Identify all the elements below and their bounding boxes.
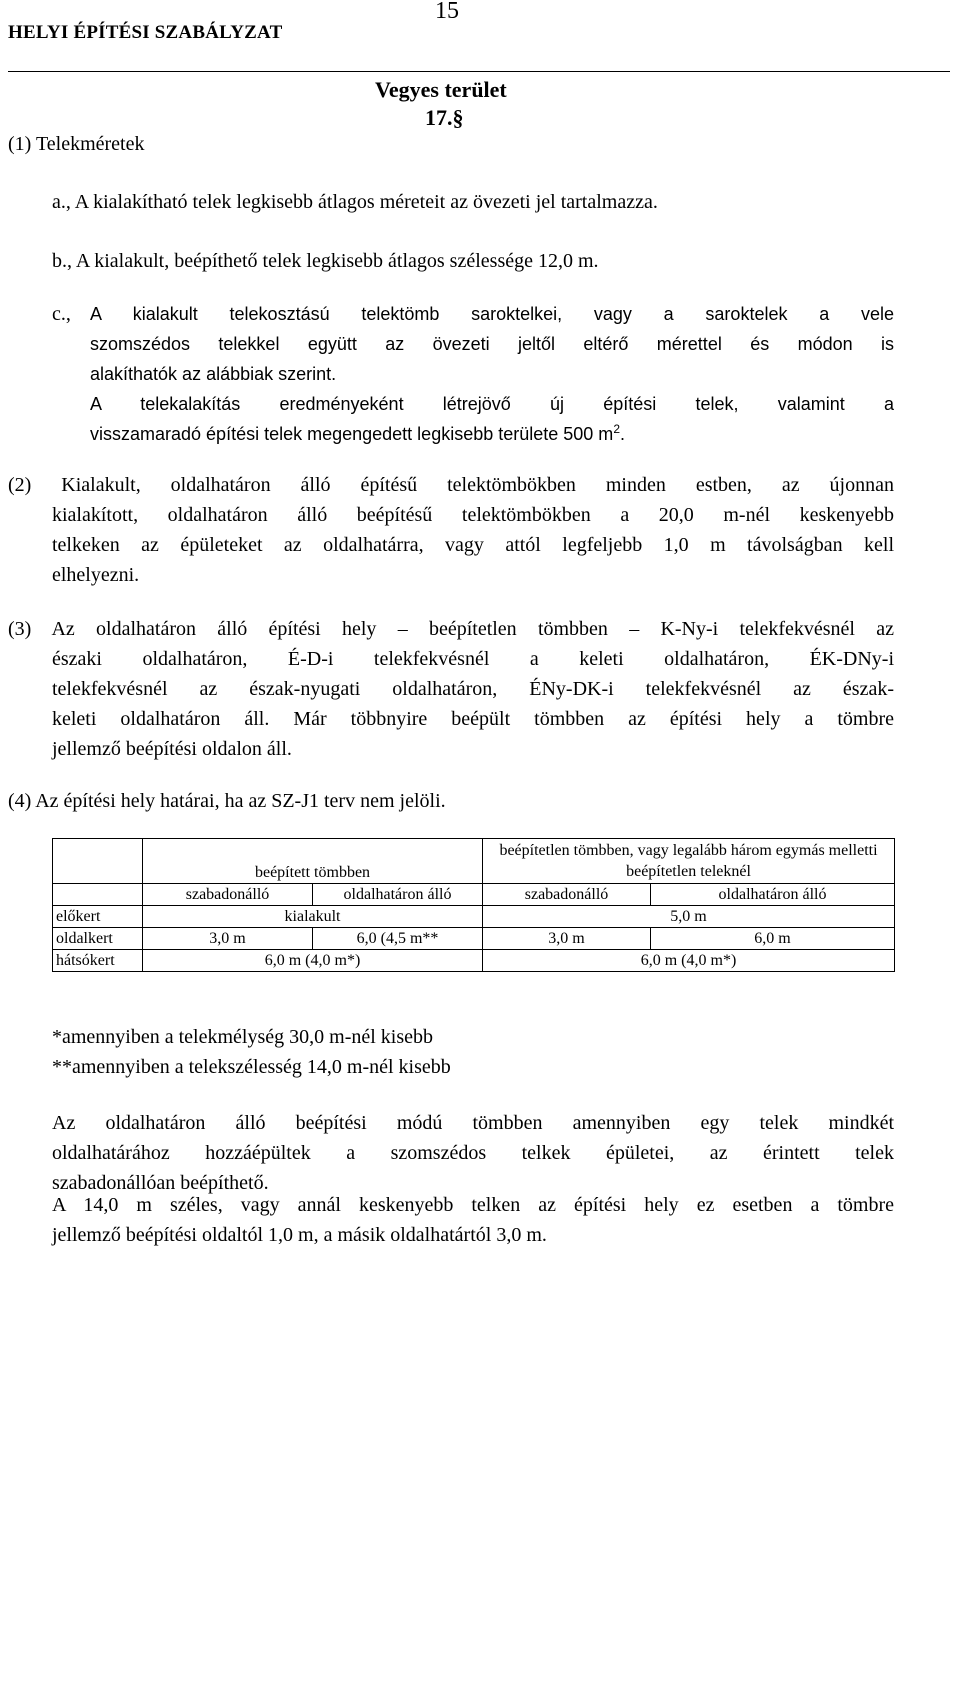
section-number-text: 17. [425, 105, 453, 130]
p1-item-c-line2: szomszédos telekkel együtt az övezeti jeltől eltérő mérettel és módon is [90, 334, 894, 354]
header-built-cell: beépített tömbben [143, 839, 483, 884]
table-cell: 6,0 m [651, 928, 895, 950]
paragraph-sign: § [452, 105, 464, 130]
row-label: előkert [53, 906, 143, 928]
p3-line1: (3) Az oldalhatáron álló építési hely – beépítetlen tömbben – K-Ny-i telekfekvésnél az [8, 618, 894, 640]
p1-heading: (1) Telekméretek [8, 133, 145, 155]
table-cell: 6,0 m (4,0 m*) [483, 950, 895, 972]
table-row [53, 906, 895, 928]
section-number [425, 105, 464, 131]
table-row [53, 950, 895, 972]
p1-item-c-line5-end: . [620, 424, 626, 444]
table-cell: 6,0 m (4,0 m*) [143, 950, 483, 972]
closing-line4: A 14,0 m széles, vagy annál keskenyebb telken az építési hely ez esetben a tömbre [52, 1194, 894, 1216]
p1-item-c-label: c., [52, 303, 71, 325]
p1-item-a: a., A kialakítható telek legkisebb átlagos méreteit az övezeti jel tartalmazza. [52, 191, 658, 213]
header-unbuilt-cell: beépítetlen tömbben, vagy legalább három egymás melletti beépítetlen teleknél [483, 839, 895, 884]
footnote-2: **amennyiben a telekszélesség 14,0 m-nél kisebb [52, 1056, 451, 1078]
p1-item-c-line4: A telekalakítás eredményeként létrejövő új építési telek, valamint a [90, 394, 894, 414]
table-cell: 3,0 m [483, 928, 651, 950]
table-cell: kialakult [143, 906, 483, 928]
table-cell: 3,0 m [143, 928, 313, 950]
closing-line5: jellemző beépítési oldaltól 1,0 m, a másik oldalhatártól 3,0 m. [52, 1224, 547, 1246]
table-subheader-row [53, 884, 895, 906]
subheader-cell: oldalhatáron álló [313, 884, 483, 906]
p3-line4: keleti oldalhatáron áll. Már többnyire beépült tömbben az építési hely a tömbre [52, 708, 894, 730]
table-cell: 6,0 (4,5 m** [313, 928, 483, 950]
superscript-2: 2 [613, 422, 620, 436]
p2-line4: elhelyezni. [52, 564, 140, 586]
closing-line1: Az oldalhatáron álló beépítési módú tömbben amennyiben egy telek mindkét [52, 1112, 894, 1134]
table-corner-cell [53, 839, 143, 884]
row-label: hátsókert [53, 950, 143, 972]
p1-item-c-line5 [90, 419, 625, 449]
p1-item-c-line3: alakíthatók az alábbiak szerint. [90, 364, 337, 384]
header-rule [8, 71, 950, 72]
table-subheader-corner [53, 884, 143, 906]
setback-table [52, 838, 895, 972]
p2-line2: kialakított, oldalhatáron álló beépítésű telektömbökben a 20,0 m-nél keskenyebb [52, 504, 894, 526]
subheader-cell: oldalhatáron álló [651, 884, 895, 906]
page-number: 15 [435, 0, 459, 24]
table-cell: 5,0 m [483, 906, 895, 928]
closing-line3: szabadonállóan beépíthető. [52, 1172, 269, 1194]
row-label: oldalkert [53, 928, 143, 950]
p1-item-c-line1: A kialakult telekosztású telektömb saroktelkei, vagy a saroktelek a vele [90, 304, 894, 324]
p2-line3: telkeken az épületeket az oldalhatárra, vagy attól legfeljebb 1,0 m távolságban kell [52, 534, 894, 556]
document-header-title: HELYI ÉPÍTÉSI SZABÁLYZAT [8, 22, 283, 43]
p1-item-c-line5-text: visszamaradó építési telek megengedett legkisebb területe 500 m [90, 424, 614, 444]
p3-line3: telekfekvésnél az észak-nyugati oldalhatáron, ÉNy-DK-i telekfekvésnél az észak- [52, 678, 894, 700]
closing-line2: oldalhatárához hozzáépültek a szomszédos telkek épületei, az érintett telek [52, 1142, 894, 1164]
subheader-cell: szabadonálló [483, 884, 651, 906]
table-row [53, 928, 895, 950]
p3-line5: jellemző beépítési oldalon áll. [52, 738, 292, 760]
p1-item-b: b., A kialakult, beépíthető telek legkisebb átlagos szélessége 12,0 m. [52, 250, 599, 272]
p2-line1: (2) Kialakult, oldalhatáron álló építésű telektömbökben minden estben, az újonnan [8, 474, 894, 496]
subheader-cell: szabadonálló [143, 884, 313, 906]
footnote-1: *amennyiben a telekmélység 30,0 m-nél kisebb [52, 1026, 434, 1048]
p3-line2: északi oldalhatáron, É-D-i telekfekvésnél a keleti oldalhatáron, ÉK-DNy-i [52, 648, 894, 670]
table-header-row [53, 839, 895, 884]
section-title: Vegyes terület [375, 77, 507, 102]
p4-text: (4) Az építési hely határai, ha az SZ-J1 terv nem jelöli. [8, 790, 446, 812]
